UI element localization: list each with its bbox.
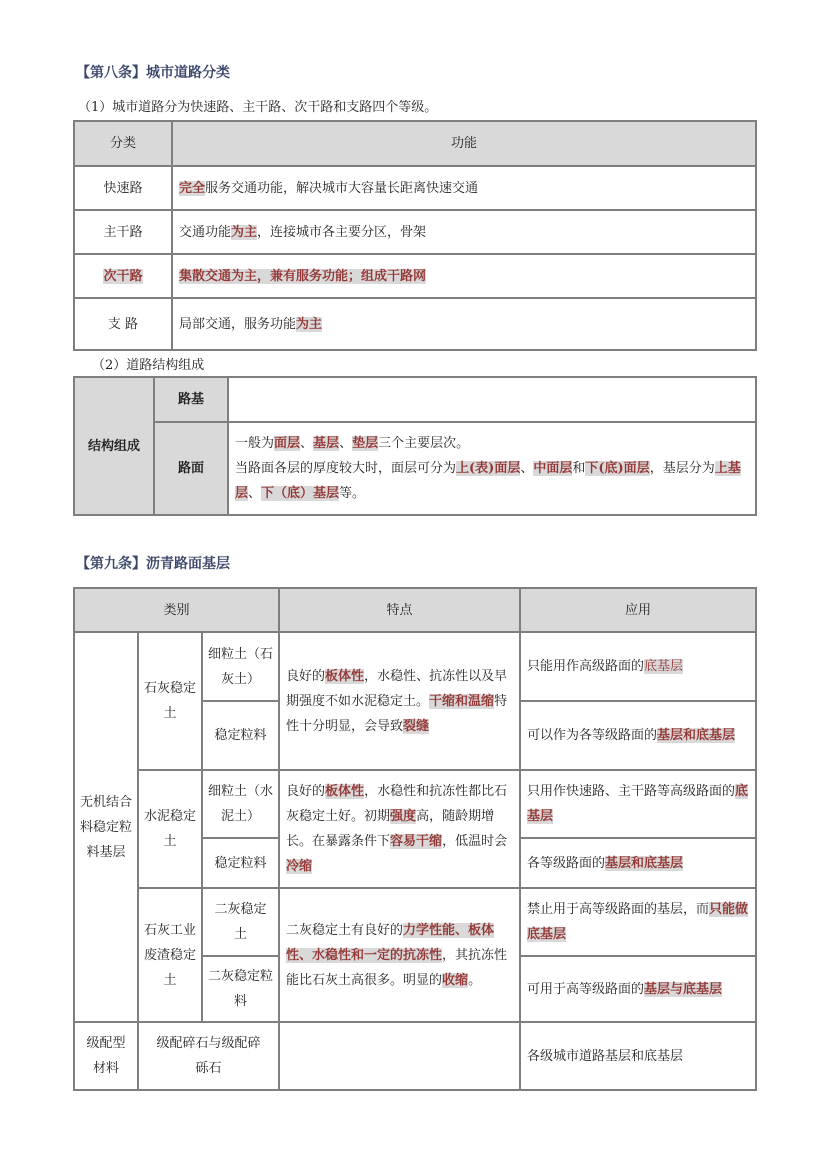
- lime-feature: [279, 632, 520, 770]
- cement-granular: 稳定粒料: [202, 838, 279, 888]
- text: 良好的: [286, 668, 326, 684]
- road-classification-table: [73, 120, 757, 351]
- text: 当路面各层的厚度较大时，面层可分为: [235, 461, 457, 476]
- header-category: 分类: [74, 121, 172, 166]
- twoash-soil: 二灰稳定土: [202, 888, 279, 956]
- industrial-app-1: [520, 888, 756, 956]
- text: 只能用作高级路面的: [527, 659, 645, 674]
- highlight: 中面层: [533, 461, 573, 476]
- text: 可以作为各等级路面的: [527, 728, 658, 743]
- text: ，其抗冻性能比石灰土高很多。明显的: [286, 947, 508, 988]
- pavement-content: [228, 422, 756, 515]
- pavement-line-1: [235, 431, 749, 456]
- row-function: [172, 210, 756, 254]
- text: 各等级路面的: [527, 855, 606, 871]
- highlight: 板体性: [325, 784, 365, 799]
- text: 高，随龄期增长。在暴露条件下: [286, 809, 495, 849]
- text: ，水稳性和抗冻性都比石灰稳定土好。初期: [286, 784, 508, 824]
- header-function: 功能: [172, 121, 756, 166]
- highlight: 为主: [296, 316, 323, 332]
- text: 服务交通功能，解决城市大容量长距离快速交通: [205, 180, 479, 196]
- row-function: [172, 254, 756, 298]
- subgrade-label: 路基: [154, 377, 228, 422]
- table-row: [74, 254, 756, 298]
- pavement-label: 路面: [154, 422, 228, 515]
- section-8-intro-2: （2）道路结构组成: [92, 358, 205, 373]
- graded-group: 级配型材料: [74, 1022, 138, 1090]
- row-function: [172, 166, 756, 210]
- header-application: 应用: [520, 588, 756, 632]
- highlight: 完全: [179, 180, 206, 196]
- highlight: 上基层: [235, 461, 741, 501]
- highlight: 垫层: [352, 436, 379, 451]
- lime-app-1: [520, 632, 756, 701]
- text: 可用于高等级路面的: [527, 981, 645, 997]
- highlight: 裂缝: [403, 718, 430, 734]
- industrial-app-2: [520, 956, 756, 1022]
- table-row: [74, 298, 756, 350]
- pavement-line-2: [235, 456, 749, 506]
- highlight: 容易干缩: [390, 834, 443, 849]
- highlight: 面层: [274, 436, 301, 451]
- row-function: [172, 298, 756, 350]
- highlight: 力学性能、板体性、水稳性和一定的抗冻性: [286, 922, 495, 963]
- highlight: 只能做底基层: [527, 902, 749, 942]
- text: 、: [248, 486, 262, 501]
- table-row: [74, 210, 756, 254]
- highlight: 板体性: [325, 668, 365, 684]
- cement-stabilized-soil: 水泥稳定土: [138, 770, 202, 888]
- cement-app-2: [520, 838, 756, 888]
- text: 、: [300, 436, 314, 451]
- cement-fine-soil: 细粒土（水泥土）: [202, 770, 279, 838]
- highlight: 基层与底基层: [644, 981, 723, 997]
- highlight: 底基层: [527, 784, 749, 824]
- section-9-title: 【第九条】沥青路面基层: [76, 556, 230, 572]
- section-8-title: 【第八条】城市道路分类: [76, 65, 230, 81]
- twoash-granular: 二灰稳定粒料: [202, 956, 279, 1022]
- highlight: 次干路: [103, 268, 143, 284]
- table-row: [74, 166, 756, 210]
- highlight: 干缩和温缩: [429, 693, 495, 709]
- highlight: 为主: [231, 224, 258, 240]
- graded-material: 级配碎石与级配碎砾石: [138, 1022, 279, 1090]
- row-name: 支 路: [74, 298, 172, 350]
- highlight: 收缩: [442, 972, 469, 988]
- text: 、: [339, 436, 353, 451]
- highlight: 强度: [390, 809, 417, 824]
- lime-granular: 稳定粒料: [202, 701, 279, 770]
- text: 交通功能: [179, 224, 232, 240]
- text: 一般为: [235, 436, 275, 451]
- lime-fine-soil: 细粒土（石灰土）: [202, 632, 279, 701]
- text: 特性十分明显，会导致: [286, 693, 508, 734]
- highlight: 底基层: [644, 659, 684, 674]
- graded-feature: [279, 1022, 520, 1090]
- structure-group: 结构组成: [74, 377, 154, 515]
- highlight: 集散交通为主，兼有服务功能；组成干路网: [179, 268, 427, 284]
- text: 、: [520, 461, 534, 476]
- text: ，连接城市各主要分区，骨架: [257, 224, 427, 240]
- text: 三个主要层次。: [378, 436, 470, 451]
- highlight: 下（底）基层: [261, 486, 340, 501]
- header-feature: 特点: [279, 588, 520, 632]
- row-name: 快速路: [74, 166, 172, 210]
- highlight: 上(表)面层: [456, 461, 521, 476]
- section-8-intro: （1）城市道路分为快速路、主干路、次干路和支路四个等级。: [78, 100, 438, 115]
- text: 。: [468, 972, 482, 988]
- row-name: 主干路: [74, 210, 172, 254]
- inorganic-group: 无机结合料稳定粒料基层: [74, 632, 138, 1022]
- lime-stabilized-soil: 石灰稳定土: [138, 632, 202, 770]
- highlight: 基层和底基层: [605, 855, 684, 871]
- subgrade-content: [228, 377, 756, 422]
- highlight: 基层: [313, 436, 340, 451]
- text: ，水稳性、抗冻性以及早期强度不如水泥稳定土。: [286, 668, 508, 709]
- text: ，基层分为: [649, 461, 715, 476]
- highlight: 下(底)面层: [585, 461, 650, 476]
- industrial-waste-soil: 石灰工业废渣稳定土: [138, 888, 202, 1022]
- highlight: 冷缩: [286, 859, 313, 874]
- text: 良好的: [286, 784, 326, 799]
- lime-app-2: [520, 701, 756, 770]
- row-name: [74, 254, 172, 298]
- cement-feature: [279, 770, 520, 888]
- text: 局部交通，服务功能: [179, 316, 297, 332]
- text: 和: [572, 461, 586, 476]
- text: 只用作快速路、主干路等高级路面的: [527, 784, 736, 799]
- graded-app: 各级城市道路基层和底基层: [520, 1022, 756, 1090]
- asphalt-base-table: [73, 587, 757, 1091]
- text: 等。: [339, 486, 366, 501]
- text: ，低温时会: [442, 834, 508, 849]
- header-category: 类别: [74, 588, 279, 632]
- road-structure-table: [73, 376, 757, 516]
- highlight: 基层和底基层: [657, 728, 736, 743]
- text: 禁止用于高等级路面的基层，而: [527, 902, 710, 917]
- cement-app-1: [520, 770, 756, 838]
- industrial-feature: [279, 888, 520, 1022]
- text: 二灰稳定土有良好的: [286, 922, 404, 938]
